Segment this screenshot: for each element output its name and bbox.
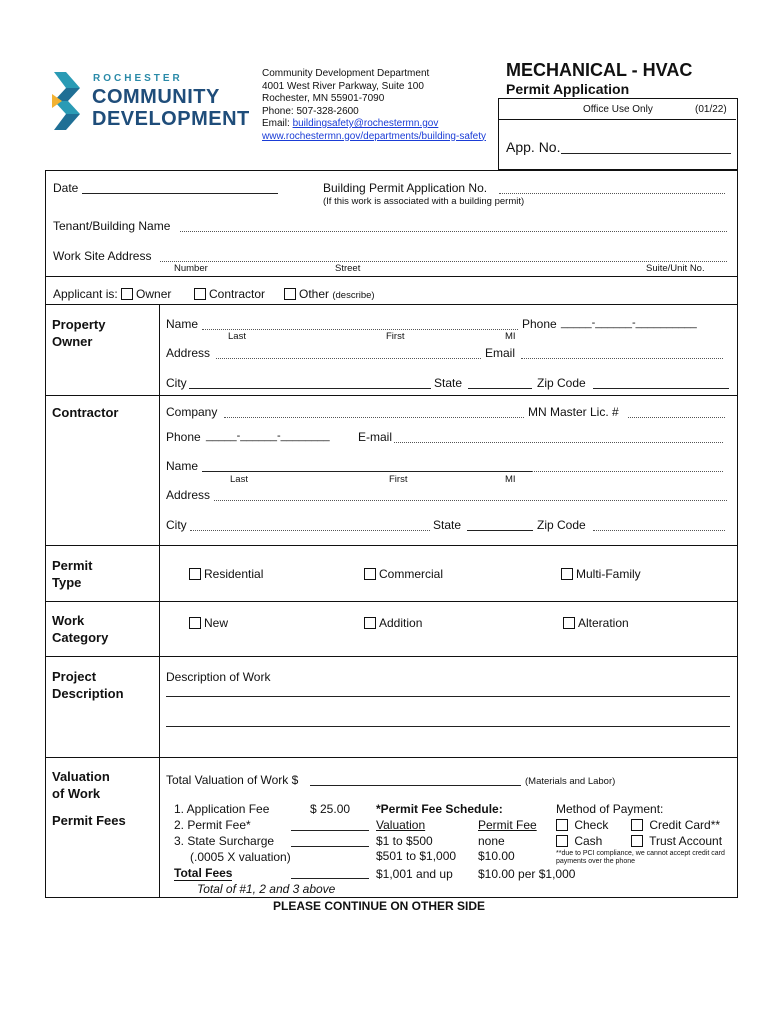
property-owner-section-label xyxy=(52,316,105,350)
continue-footer: PLEASE CONTINUE ON OTHER SIDE xyxy=(273,899,486,913)
dept-city: Rochester, MN 55901-7090 xyxy=(262,93,385,104)
worksite-street-caption: Street xyxy=(335,263,361,274)
worksite-suite-caption: Suite/Unit No. xyxy=(646,263,705,274)
office-use-label: Office Use Only xyxy=(583,104,653,115)
option-label: Cash xyxy=(574,834,603,848)
contractor-email-field[interactable] xyxy=(394,442,723,443)
section-label-line1: Property xyxy=(52,317,106,332)
contractor-city-field[interactable] xyxy=(190,530,430,531)
checkbox[interactable] xyxy=(563,617,575,629)
owner-state-field[interactable] xyxy=(468,388,532,389)
contractor-address-field[interactable] xyxy=(214,500,727,501)
contractor-company-field[interactable] xyxy=(224,417,524,418)
section-label-line2: Category xyxy=(52,630,109,645)
valuation-label: Total Valuation of Work $ xyxy=(166,773,299,787)
option-label: Residential xyxy=(204,567,264,581)
owner-state-label: State xyxy=(434,376,463,390)
form-body xyxy=(45,170,738,898)
section-label-line1: Work xyxy=(52,613,85,628)
total-fees-label: Total Fees xyxy=(174,866,233,880)
owner-address-field[interactable] xyxy=(216,358,481,359)
checkbox[interactable] xyxy=(189,617,201,629)
other-describe-label: (describe) xyxy=(332,290,375,301)
permit-fees-section-label: Permit Fees xyxy=(52,813,126,828)
owner-zip-label: Zip Code xyxy=(537,376,586,390)
owner-phone-label: Phone xyxy=(522,317,557,331)
permit-type-section-label xyxy=(52,557,92,591)
work-category-new[interactable] xyxy=(189,616,228,630)
option-label: Commercial xyxy=(379,567,444,581)
option-label: Trust Account xyxy=(649,834,723,848)
contractor-company-label: Company xyxy=(166,405,218,419)
checkbox[interactable] xyxy=(561,568,573,580)
contractor-city-label: City xyxy=(166,518,187,532)
bp-app-note: (If this work is associated with a building permit) xyxy=(323,196,525,207)
description-line-2[interactable] xyxy=(166,726,730,727)
contractor-state-field[interactable] xyxy=(467,530,533,531)
owner-first-caption: First xyxy=(386,331,405,342)
checkbox[interactable] xyxy=(189,568,201,580)
applicant-row xyxy=(53,287,171,301)
app-no-field[interactable] xyxy=(561,153,731,154)
option-label: Alteration xyxy=(578,616,629,630)
app-no-label: App. No. xyxy=(506,139,561,155)
contractor-option-label: Contractor xyxy=(209,287,266,301)
checkbox[interactable] xyxy=(556,835,568,847)
payment-credit-option[interactable] xyxy=(631,818,720,832)
tenant-label: Tenant/Building Name xyxy=(53,219,171,233)
logo-mark-icon xyxy=(52,72,82,130)
section-label-line1: Project xyxy=(52,669,97,684)
logo-text-rochester: ROCHESTER xyxy=(93,73,183,84)
checkbox[interactable] xyxy=(364,617,376,629)
section-label-line2: Type xyxy=(52,575,82,590)
option-label: Addition xyxy=(379,616,423,630)
owner-name-label: Name xyxy=(166,317,199,331)
section-label-line2: Owner xyxy=(52,334,93,349)
contractor-mi-caption: MI xyxy=(505,474,516,485)
owner-city-label: City xyxy=(166,376,187,390)
worksite-label: Work Site Address xyxy=(53,249,152,263)
contractor-license-field[interactable] xyxy=(628,417,725,418)
section-label-line1: Valuation xyxy=(52,769,110,784)
dept-website-link[interactable]: www.rochestermn.gov/departments/building-safety xyxy=(262,130,486,142)
fee-schedule-valuation-header: Valuation xyxy=(376,818,426,832)
owner-option-label: Owner xyxy=(136,287,172,301)
contractor-phone-label: Phone xyxy=(166,430,201,444)
office-use-box xyxy=(498,98,738,170)
contractor-license-label: MN Master Lic. # xyxy=(528,405,619,419)
contractor-name-field-ext xyxy=(532,471,723,472)
owner-address-label: Address xyxy=(166,346,211,360)
total-fees-note: Total of #1, 2 and 3 above xyxy=(197,882,336,896)
logo-text-development: DEVELOPMENT xyxy=(92,108,250,130)
pci-note xyxy=(556,850,725,866)
payment-trust-option[interactable] xyxy=(631,834,722,848)
checkbox[interactable] xyxy=(364,568,376,580)
option-label: Credit Card** xyxy=(649,818,721,832)
section-label-line2: of Work xyxy=(52,786,101,801)
worksite-field[interactable] xyxy=(160,261,727,262)
date-field[interactable] xyxy=(82,193,278,194)
fee-row-3-valuation: $1,001 and up xyxy=(376,867,453,881)
dept-email-label: Email: xyxy=(262,118,293,129)
dept-phone: Phone: 507-328-2600 xyxy=(262,105,359,117)
contractor-zip-field[interactable] xyxy=(593,530,725,531)
checkbox[interactable] xyxy=(556,819,568,831)
project-description-section-label xyxy=(52,668,124,702)
permit-type-commercial[interactable] xyxy=(364,567,443,581)
contractor-state-label: State xyxy=(433,518,462,532)
contractor-address-label: Address xyxy=(166,488,211,502)
owner-city-field[interactable] xyxy=(189,388,431,389)
option-label: New xyxy=(204,616,229,630)
checkbox[interactable] xyxy=(631,835,643,847)
bp-app-field[interactable] xyxy=(499,193,725,194)
fee-item-3: 3. State Surcharge xyxy=(174,834,275,848)
fee-row-3-fee: $10.00 per $1,000 xyxy=(478,867,576,881)
fee-item-2: 2. Permit Fee* xyxy=(174,818,251,832)
tenant-field[interactable] xyxy=(180,231,727,232)
dept-address: 4001 West River Parkway, Suite 100 xyxy=(262,80,424,92)
logo-text-community: COMMUNITY xyxy=(92,86,220,108)
description-of-work-label: Description of Work xyxy=(166,670,271,684)
contractor-first-caption: First xyxy=(389,474,408,485)
checkbox[interactable] xyxy=(631,819,643,831)
form-title: MECHANICAL - HVAC xyxy=(506,60,693,80)
date-label: Date xyxy=(53,181,79,195)
contractor-section-label: Contractor xyxy=(52,405,119,420)
dept-name: Community Development Department xyxy=(262,68,430,79)
applicant-label: Applicant is: xyxy=(53,287,118,301)
contractor-checkbox[interactable] xyxy=(194,288,206,300)
owner-checkbox[interactable] xyxy=(121,288,133,300)
option-label: Check xyxy=(574,818,609,832)
worksite-number-caption: Number xyxy=(174,263,208,274)
permit-type-multi-family[interactable] xyxy=(561,567,641,581)
section-label-line1: Permit xyxy=(52,558,93,573)
fee-item-1: 1. Application Fee xyxy=(174,802,270,816)
other-checkbox[interactable] xyxy=(284,288,296,300)
application-fee-value: $ 25.00 xyxy=(310,802,351,816)
form-subtitle: Permit Application xyxy=(506,81,630,97)
valuation-field[interactable] xyxy=(310,785,521,786)
fee-schedule-fee-header: Permit Fee xyxy=(478,818,537,832)
pci-note-line1: **due to PCI compliance, we cannot accept credit card xyxy=(556,850,725,857)
dept-email-row xyxy=(262,118,502,131)
fee-row-1-fee: none xyxy=(478,834,505,848)
owner-name-field[interactable] xyxy=(202,329,518,330)
work-category-section-label xyxy=(52,612,108,646)
payment-cash-option[interactable] xyxy=(556,834,602,848)
contractor-email-label: E-mail xyxy=(358,430,393,444)
other-option xyxy=(284,287,375,301)
contractor-zip-label: Zip Code xyxy=(537,518,586,532)
contractor-phone-field[interactable]: _____-______-________ xyxy=(206,430,330,442)
owner-mi-caption: MI xyxy=(505,331,516,342)
owner-zip-field[interactable] xyxy=(593,388,729,389)
valuation-note: (Materials and Labor) xyxy=(525,776,616,787)
payment-check-option[interactable] xyxy=(556,818,608,832)
owner-last-caption: Last xyxy=(228,331,246,342)
form-revision: (01/22) xyxy=(695,104,727,115)
option-label: Multi-Family xyxy=(576,567,641,581)
fee-row-1-valuation: $1 to $500 xyxy=(376,834,433,848)
work-category-addition[interactable] xyxy=(364,616,422,630)
bp-app-label: Building Permit Application No. xyxy=(323,181,488,195)
other-option-label: Other xyxy=(299,287,330,301)
contractor-name-field[interactable] xyxy=(202,471,532,472)
owner-phone-field[interactable]: _____-______-__________ xyxy=(561,317,697,329)
permit-fee-field[interactable] xyxy=(291,830,369,831)
fee-item-3-note: (.0005 X valuation) xyxy=(190,850,291,864)
fee-schedule-title: *Permit Fee Schedule: xyxy=(376,802,503,816)
valuation-section-label xyxy=(52,768,110,802)
pci-note-line2: payments over the phone xyxy=(556,858,635,865)
payment-method-title: Method of Payment: xyxy=(556,802,664,816)
contractor-last-caption: Last xyxy=(230,474,248,485)
total-fees-field[interactable] xyxy=(291,878,369,879)
owner-email-field[interactable] xyxy=(521,358,723,359)
owner-email-label: Email xyxy=(485,346,516,360)
section-label-line2: Description xyxy=(52,686,124,701)
contractor-option xyxy=(194,287,265,301)
fee-row-2-valuation: $501 to $1,000 xyxy=(376,849,457,863)
fee-row-2-fee: $10.00 xyxy=(478,849,515,863)
contractor-name-label: Name xyxy=(166,459,199,473)
work-category-alteration[interactable] xyxy=(563,616,629,630)
permit-type-residential[interactable] xyxy=(189,567,263,581)
department-info xyxy=(262,68,502,143)
state-surcharge-field[interactable] xyxy=(291,846,369,847)
description-line-1[interactable] xyxy=(166,696,730,697)
dept-email-link[interactable]: buildingsafety@rochestermn.gov xyxy=(292,118,439,129)
